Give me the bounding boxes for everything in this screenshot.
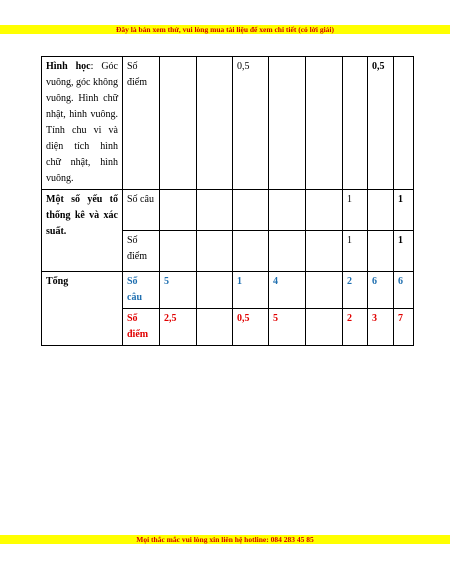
- geometry-score-label: Số điểm: [123, 57, 160, 190]
- topic-statistics: Một số yếu tố thống kê và xác suất.: [42, 190, 123, 272]
- preview-notice-banner: [0, 25, 450, 34]
- statistics-score-cell-8: 1: [394, 231, 414, 272]
- hotline-banner: [0, 535, 450, 544]
- total-count-cell-6: 2: [343, 272, 368, 309]
- statistics-count-cell-7: [368, 190, 394, 231]
- total-score-label: Số điểm: [123, 309, 160, 346]
- geometry-cell-3: 0,5: [233, 57, 269, 190]
- topic-total: Tổng: [42, 272, 123, 346]
- geometry-cell-7: 0,5: [368, 57, 394, 190]
- statistics-count-label: Số câu: [123, 190, 160, 231]
- statistics-count-cell-5: [306, 190, 343, 231]
- statistics-count-cell-4: [269, 190, 306, 231]
- topic-geometry-desc: : Góc vuông, góc không vuông. Hình chữ nhật, hình vuông. Tính chu vi và diện tích hình chữ nhật, hình vuông.: [46, 61, 118, 184]
- hotline-text: Mọi thắc mắc vui lòng xin liên hệ hotline: 084 283 45 85: [136, 535, 314, 544]
- statistics-score-cell-4: [269, 231, 306, 272]
- total-score-cell-6: 2: [343, 309, 368, 346]
- statistics-count-cell-2: [197, 190, 233, 231]
- statistics-count-cell-8: 1: [394, 190, 414, 231]
- total-score-cell-4: 5: [269, 309, 306, 346]
- total-count-cell-5: [306, 272, 343, 309]
- statistics-count-cell-3: [233, 190, 269, 231]
- geometry-cell-4: [269, 57, 306, 190]
- geometry-cell-6: [343, 57, 368, 190]
- table-row-geometry: [42, 57, 414, 190]
- preview-notice-text: Đây là bản xem thử, vui lòng mua tài liệu để xem chi tiết (có lời giải): [115, 25, 335, 34]
- total-count-cell-2: [197, 272, 233, 309]
- total-score-cell-8: 7: [394, 309, 414, 346]
- statistics-score-cell-2: [197, 231, 233, 272]
- total-score-cell-2: [197, 309, 233, 346]
- total-count-cell-3: 1: [233, 272, 269, 309]
- statistics-score-cell-3: [233, 231, 269, 272]
- total-score-cell-5: [306, 309, 343, 346]
- statistics-score-cell-5: [306, 231, 343, 272]
- assessment-matrix-table: [41, 56, 414, 346]
- total-count-cell-8: 6: [394, 272, 414, 309]
- statistics-count-cell-6: 1: [343, 190, 368, 231]
- statistics-score-cell-7: [368, 231, 394, 272]
- table-row-total-count: [42, 272, 414, 309]
- topic-geometry: [42, 57, 123, 190]
- statistics-score-label: Số điểm: [123, 231, 160, 272]
- total-score-cell-1: 2,5: [160, 309, 197, 346]
- geometry-cell-2: [197, 57, 233, 190]
- total-count-cell-4: 4: [269, 272, 306, 309]
- statistics-count-cell-1: [160, 190, 197, 231]
- total-score-cell-3: 0,5: [233, 309, 269, 346]
- geometry-cell-8: [394, 57, 414, 190]
- statistics-score-cell-6: 1: [343, 231, 368, 272]
- total-count-cell-7: 6: [368, 272, 394, 309]
- geometry-cell-5: [306, 57, 343, 190]
- statistics-score-cell-1: [160, 231, 197, 272]
- total-count-label: Số câu: [123, 272, 160, 309]
- table-row-statistics-count: [42, 190, 414, 231]
- topic-geometry-title: Hình học: [46, 61, 91, 72]
- total-count-cell-1: 5: [160, 272, 197, 309]
- total-score-cell-7: 3: [368, 309, 394, 346]
- geometry-cell-1: [160, 57, 197, 190]
